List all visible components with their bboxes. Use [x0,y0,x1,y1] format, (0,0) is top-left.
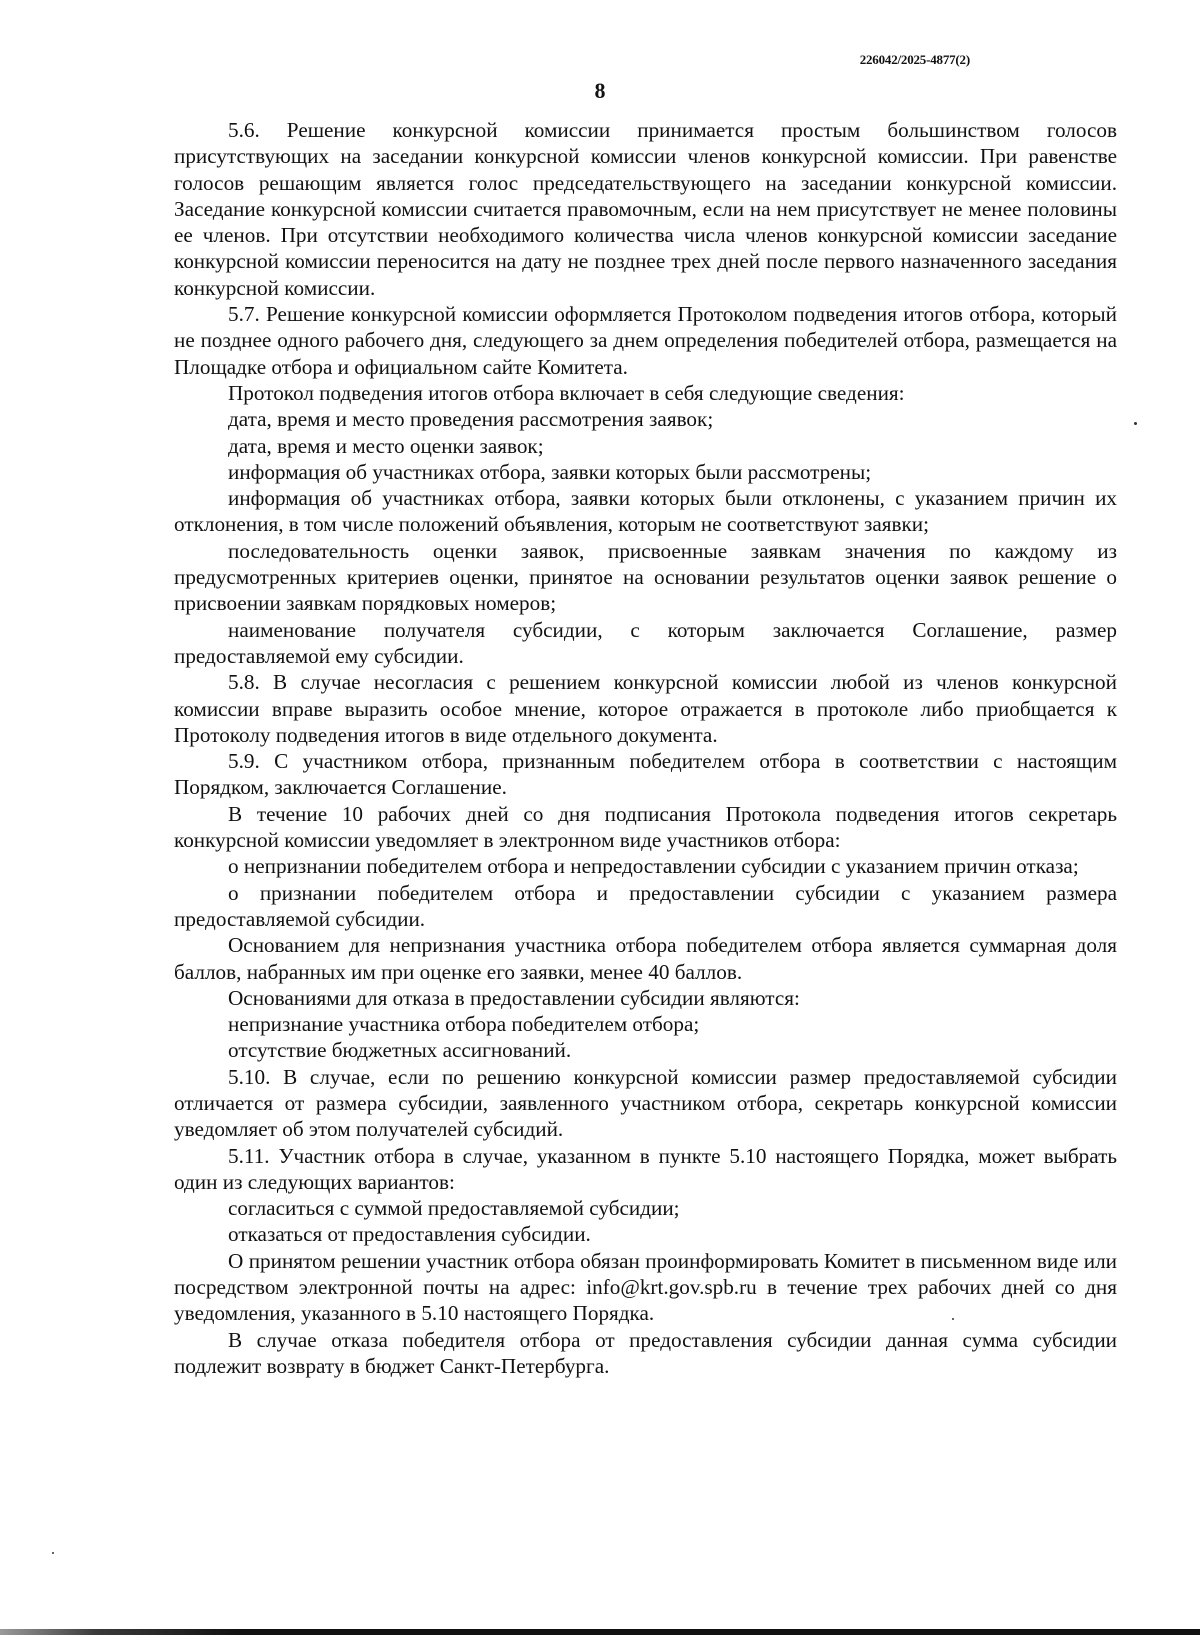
list-item: информация об участниках отбора, заявки которых были рассмотрены; [228,459,872,484]
list-item: наименование получателя субсидии, с которым заключается Соглашение, размер предоставляемой ему субсидии. [174,617,1117,668]
scan-edge-line [0,1629,1200,1635]
scan-speck [1134,422,1137,425]
list-item: информация об участниках отбора, заявки которых были отклонены, с указанием причин их отклонения, в том числе положений объявления, которым не соответствуют заявки; [174,486,1117,537]
scan-speck [52,1552,54,1554]
paragraph-inform-committee: О принятом решении участник отбора обязан проинформировать Комитет в письменном виде или посредством электронной почты на адрес: info@krt.gov.spb.ru в течение трех рабочих дней со дня уведомления, указанного в 5.10 настоящего Порядка. [174,1248,1117,1326]
document-registration-number: 226042/2025-4877(2) [859,52,970,67]
list-item: дата, время и место проведения рассмотрения заявок; [228,407,714,432]
paragraph-refund: В случае отказа победителя отбора от предоставления субсидии данная сумма субсидии подлежит возврату в бюджет Санкт-Петербурга. [174,1327,1117,1378]
paragraph-5-11: 5.11. Участник отбора в случае, указанном в пункте 5.10 настоящего Порядка, может выбрать один из следующих вариантов: [174,1143,1117,1194]
list-item: непризнание участника отбора победителем отбора; [228,1012,700,1037]
list-item: о непризнании победителем отбора и непредоставлении субсидии с указанием причин отказа; [228,854,1079,879]
paragraph-5-10: 5.10. В случае, если по решению конкурсной комиссии размер предоставляемой субсидии отличается от размера субсидии, заявленного участником отбора, секретарь конкурсной комиссии уведомляет об этом получателей субсидий. [174,1064,1117,1142]
list-item: о признании победителем отбора и предоставлении субсидии с указанием размера предоставляемой субсидии. [174,880,1117,931]
list-item: отказаться от предоставления субсидии. [228,1222,591,1247]
document-body [174,117,1117,1379]
scan-speck [952,1318,954,1320]
paragraph-5-9: 5.9. С участником отбора, признанным победителем отбора в соответствии с настоящим Порядком, заключается Соглашение. [174,749,1117,800]
paragraph-protocol-intro: Протокол подведения итогов отбора включает в себя следующие сведения: [228,380,905,405]
paragraph-refusal-grounds: Основаниями для отказа в предоставлении субсидии являются: [228,985,800,1010]
paragraph-5-8: 5.8. В случае несогласия с решением конкурсной комиссии любой из членов конкурсной комиссии вправе выразить особое мнение, которое отражается в протоколе либо приобщается к Протоколу подведения итогов в виде отдельного документа. [174,670,1117,747]
paragraph-5-6: 5.6. Решение конкурсной комиссии принимается простым большинством голосов присутствующих на заседании конкурсной комиссии членов конкурсной комиссии. При равенстве голосов решающим является голос председательствующего на заседании конкурсной комиссии. Заседание конкурсной комиссии считается правомочным, если на нем присутствует не менее половины ее членов. При отсутствии необходимого количества числа членов конкурсной комиссии заседание конкурсной комиссии переносится на дату не позднее трех дней после первого назначенного заседания конкурсной комиссии. [174,118,1117,300]
paragraph-5-7: 5.7. Решение конкурсной комиссии оформляется Протоколом подведения итогов отбора, который не позднее одного рабочего дня, следующего за днем определения победителей отбора, размещается на Площадке отбора и официальном сайте Комитета. [174,302,1117,379]
paragraph-non-recognition-basis: Основанием для непризнания участника отбора победителем отбора является суммарная доля баллов, набранных им при оценке его заявки, менее 40 баллов. [174,933,1117,984]
list-item: отсутствие бюджетных ассигнований. [228,1038,572,1063]
list-item: последовательность оценки заявок, присвоенные заявкам значения по каждому из предусмотренных критериев оценки, принятое на основании результатов оценки заявок решение о присвоении заявкам порядковых номеров; [174,538,1117,616]
list-item: дата, время и место оценки заявок; [228,433,544,458]
page-number: 8 [594,78,606,103]
list-item: согласиться с суммой предоставляемой субсидии; [228,1196,680,1221]
paragraph-notification: В течение 10 рабочих дней со дня подписания Протокола подведения итогов секретарь конкурсной комиссии уведомляет в электронном виде участников отбора: [174,801,1117,853]
